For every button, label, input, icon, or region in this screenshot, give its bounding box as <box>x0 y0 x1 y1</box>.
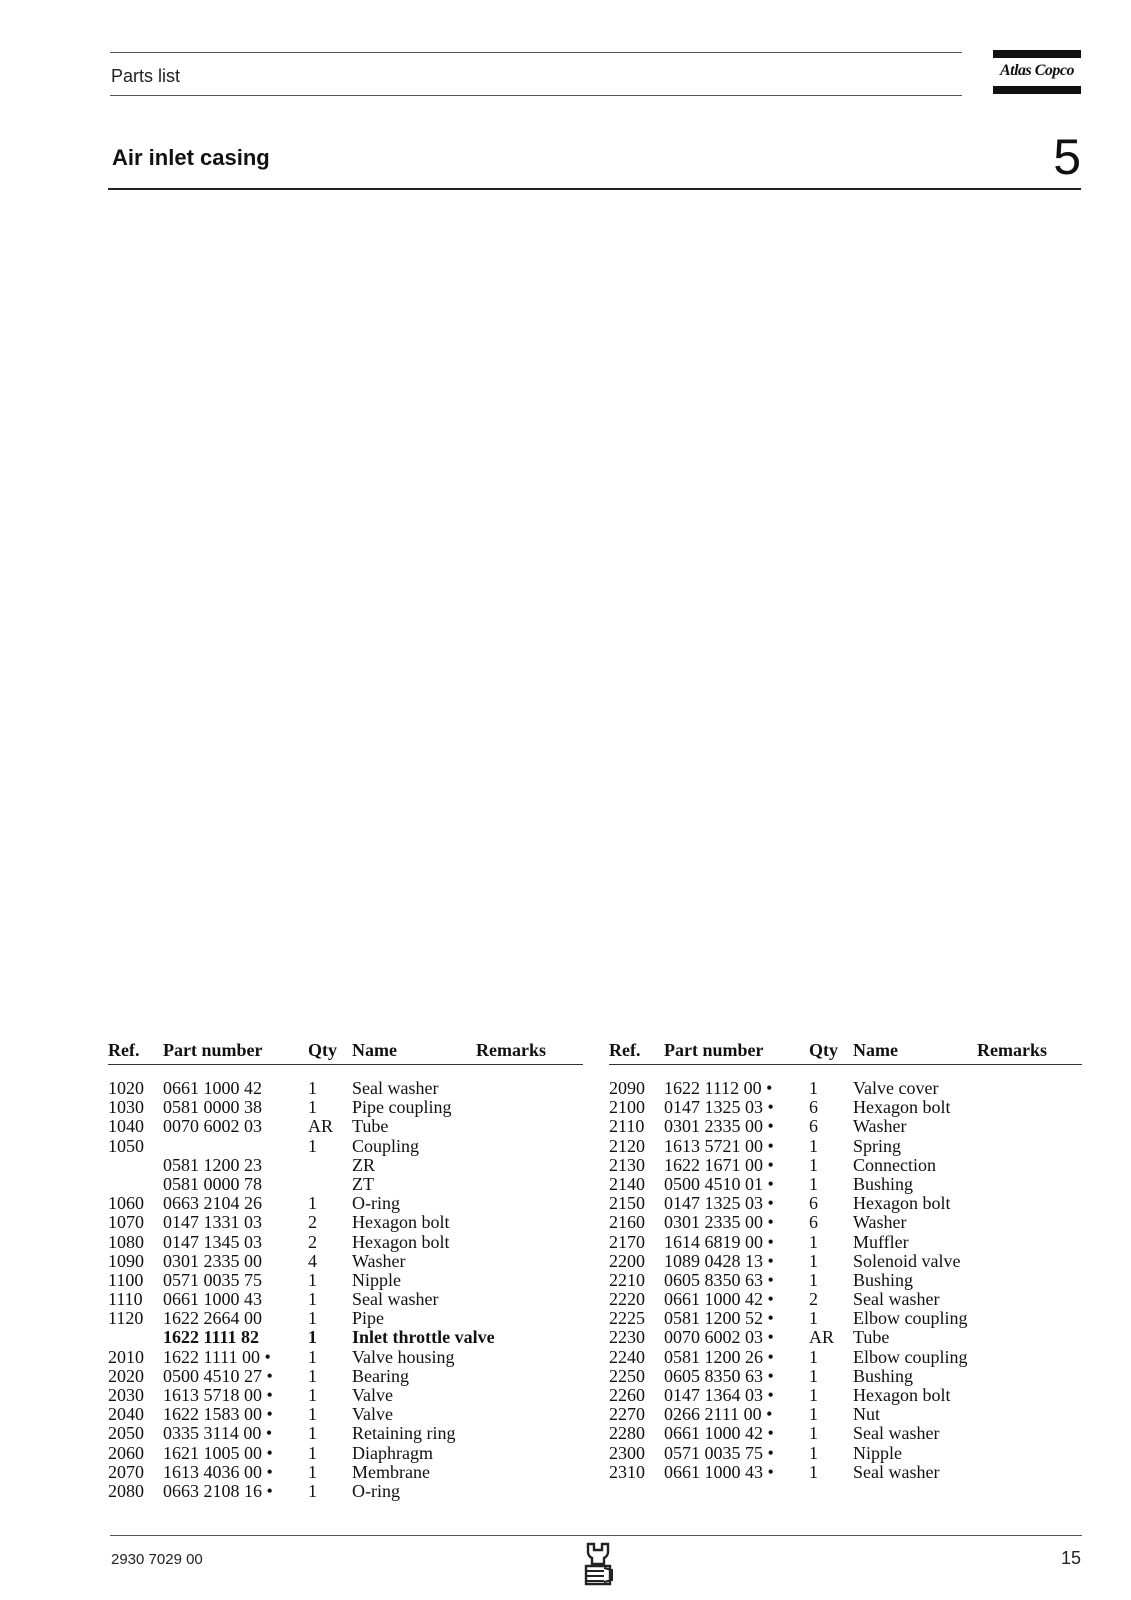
ref-cell: 2070 <box>108 1461 144 1482</box>
name-cell: Hexagon bolt <box>352 1212 450 1233</box>
header-rule-bottom <box>110 95 962 96</box>
table-header <box>108 1040 583 1065</box>
logo-bar-top <box>993 50 1081 58</box>
part-number-cell: 0335 3114 00 • <box>163 1423 273 1444</box>
name-cell: Bushing <box>853 1269 914 1290</box>
col-qty-header: Qty <box>308 1040 337 1060</box>
name-cell: Bushing <box>853 1365 914 1386</box>
table-row <box>108 1328 583 1347</box>
part-number-cell: 0605 8350 63 • <box>664 1365 774 1386</box>
qty-cell: 1 <box>809 1404 818 1425</box>
part-number-cell: 0571 0035 75 • <box>664 1442 774 1463</box>
part-number-cell: 1622 1112 00 • <box>664 1078 773 1098</box>
name-cell: Solenoid valve <box>853 1250 961 1271</box>
qty-cell: 2 <box>809 1289 818 1310</box>
col-ref-header: Ref. <box>108 1040 140 1060</box>
col-qty-header: Qty <box>809 1040 838 1060</box>
table-row <box>108 1079 583 1098</box>
name-cell: Membrane <box>352 1461 430 1482</box>
logo-text: Atlas Copco <box>999 62 1075 79</box>
ref-cell: 2300 <box>609 1442 645 1463</box>
name-cell: Tube <box>853 1327 890 1348</box>
qty-cell: 4 <box>308 1250 317 1271</box>
qty-cell: 1 <box>308 1461 317 1482</box>
qty-cell: 1 <box>308 1423 317 1444</box>
col-part-number-header: Part number <box>664 1040 764 1060</box>
part-number-cell: 0581 1200 52 • <box>664 1308 774 1329</box>
qty-cell: 1 <box>308 1289 317 1310</box>
table-row <box>108 1175 583 1194</box>
qty-cell: 1 <box>308 1327 317 1348</box>
name-cell: Valve <box>352 1404 393 1425</box>
name-cell: Coupling <box>352 1135 420 1156</box>
qty-cell: 1 <box>308 1193 317 1214</box>
qty-cell: 1 <box>809 1231 818 1252</box>
part-number-cell: 0581 1200 26 • <box>664 1346 774 1367</box>
ref-cell: 2260 <box>609 1385 645 1405</box>
part-number-cell: 0500 4510 27 • <box>163 1365 273 1386</box>
qty-cell: 1 <box>308 1442 317 1463</box>
table-row <box>609 1175 1082 1194</box>
ref-cell: 1070 <box>108 1212 144 1233</box>
part-number-cell: 1089 0428 13 • <box>664 1250 774 1271</box>
parts-table-left <box>108 1040 583 1501</box>
part-number-cell: 1622 1671 00 • <box>664 1154 774 1175</box>
part-number-cell: 1622 1111 82 <box>163 1327 260 1348</box>
logo-bar-bottom <box>993 86 1081 94</box>
name-cell: Inlet throttle valve <box>352 1327 495 1348</box>
name-cell: Valve cover <box>853 1078 939 1098</box>
name-cell: Spring <box>853 1135 902 1156</box>
qty-cell: 1 <box>308 1269 317 1290</box>
table-row <box>609 1405 1082 1424</box>
header-title: Parts list <box>111 66 181 86</box>
name-cell: Connection <box>853 1154 936 1175</box>
part-number-cell: 1614 6819 00 • <box>664 1231 774 1252</box>
part-number-cell: 0661 1000 42 • <box>664 1289 774 1310</box>
table-row <box>108 1252 583 1271</box>
name-cell: Hexagon bolt <box>853 1385 951 1405</box>
part-number-cell: 1622 1111 00 • <box>163 1346 271 1367</box>
table-header <box>609 1040 1082 1065</box>
table-row <box>108 1424 583 1443</box>
part-number-cell: 1613 5721 00 • <box>664 1135 774 1156</box>
part-number-cell: 1613 4036 00 • <box>163 1461 273 1482</box>
table-row <box>609 1386 1082 1405</box>
name-cell: Nut <box>853 1404 880 1425</box>
name-cell: Hexagon bolt <box>853 1193 951 1214</box>
name-cell: O-ring <box>352 1480 400 1501</box>
name-cell: Hexagon bolt <box>853 1097 951 1118</box>
part-number-cell: 0070 6002 03 <box>163 1116 262 1137</box>
qty-cell: 2 <box>308 1212 317 1233</box>
ref-cell: 1090 <box>108 1250 144 1271</box>
qty-cell: 1 <box>809 1365 818 1386</box>
table-row <box>609 1194 1082 1213</box>
name-cell: Washer <box>352 1250 406 1271</box>
col-remarks-header: Remarks <box>476 1040 546 1060</box>
table-row <box>108 1463 583 1482</box>
ref-cell: 2020 <box>108 1365 144 1386</box>
atlas-copco-logo <box>993 50 1081 94</box>
part-number-cell: 0147 1345 03 <box>163 1231 262 1252</box>
table-row <box>108 1482 583 1501</box>
part-number-cell: 0147 1325 03 • <box>664 1097 774 1118</box>
table-row <box>609 1098 1082 1117</box>
name-cell: ZR <box>352 1154 376 1175</box>
qty-cell: 1 <box>308 1365 317 1386</box>
ref-cell: 1080 <box>108 1231 144 1252</box>
qty-cell: 6 <box>809 1116 818 1137</box>
table-row <box>108 1309 583 1328</box>
name-cell: Valve <box>352 1385 393 1405</box>
qty-cell: 6 <box>809 1097 818 1118</box>
ref-cell: 1120 <box>108 1308 144 1329</box>
table-row <box>609 1444 1082 1463</box>
ref-cell: 2050 <box>108 1423 144 1444</box>
qty-cell: 1 <box>308 1308 317 1329</box>
table-row <box>609 1290 1082 1309</box>
part-number-cell: 1621 1005 00 • <box>163 1442 273 1463</box>
qty-cell: 1 <box>308 1480 317 1501</box>
name-cell: Elbow coupling <box>853 1308 968 1329</box>
ref-cell: 2130 <box>609 1154 645 1175</box>
qty-cell: 1 <box>809 1269 818 1290</box>
col-part-number-header: Part number <box>163 1040 263 1060</box>
name-cell: Seal washer <box>853 1423 940 1444</box>
ref-cell: 1050 <box>108 1135 144 1156</box>
ref-cell: 2090 <box>609 1078 645 1098</box>
ref-cell: 2250 <box>609 1365 645 1386</box>
ref-cell: 1110 <box>108 1289 143 1310</box>
qty-cell: 1 <box>308 1404 317 1425</box>
part-number-cell: 0070 6002 03 • <box>664 1327 774 1348</box>
table-row <box>609 1367 1082 1386</box>
col-name-header: Name <box>853 1040 898 1060</box>
ref-cell: 2060 <box>108 1442 144 1463</box>
col-remarks-header: Remarks <box>977 1040 1047 1060</box>
table-body <box>609 1079 1082 1482</box>
section-number: 5 <box>1053 129 1081 185</box>
wrench-hand-icon <box>580 1540 616 1588</box>
ref-cell: 2225 <box>609 1308 645 1329</box>
part-number-cell: 0500 4510 01 • <box>664 1173 774 1194</box>
table-row <box>108 1233 583 1252</box>
qty-cell: 6 <box>809 1212 818 1233</box>
qty-cell: AR <box>809 1327 835 1348</box>
col-name-header: Name <box>352 1040 397 1060</box>
ref-cell: 2140 <box>609 1173 645 1194</box>
name-cell: Bushing <box>853 1173 914 1194</box>
ref-cell: 2240 <box>609 1346 645 1367</box>
ref-cell: 2110 <box>609 1116 645 1137</box>
part-number-cell: 0605 8350 63 • <box>664 1269 774 1290</box>
table-row <box>108 1348 583 1367</box>
qty-cell: 1 <box>308 1385 317 1405</box>
ref-cell: 2200 <box>609 1250 645 1271</box>
ref-cell: 2270 <box>609 1404 645 1425</box>
qty-cell: 1 <box>809 1308 818 1329</box>
part-number-cell: 0147 1364 03 • <box>664 1385 774 1405</box>
ref-cell: 2010 <box>108 1346 144 1367</box>
part-number-cell: 0147 1331 03 <box>163 1212 262 1233</box>
table-row <box>108 1117 583 1136</box>
ref-cell: 2030 <box>108 1385 144 1405</box>
ref-cell: 1100 <box>108 1269 144 1290</box>
table-row <box>108 1137 583 1156</box>
table-row <box>609 1328 1082 1347</box>
table-row <box>609 1233 1082 1252</box>
part-number-cell: 0571 0035 75 <box>163 1269 262 1290</box>
ref-cell: 1030 <box>108 1097 144 1118</box>
table-row <box>609 1424 1082 1443</box>
qty-cell: 1 <box>809 1442 818 1463</box>
table-row <box>108 1290 583 1309</box>
qty-cell: 1 <box>308 1346 317 1367</box>
part-number-cell: 0661 1000 42 <box>163 1078 262 1098</box>
part-number-cell: 0581 0000 78 <box>163 1173 262 1194</box>
table-row <box>609 1252 1082 1271</box>
name-cell: Muffler <box>853 1231 909 1252</box>
page-number: 15 <box>1060 1548 1081 1568</box>
part-number-cell: 0661 1000 42 • <box>664 1423 774 1444</box>
qty-cell: 1 <box>809 1250 818 1271</box>
name-cell: O-ring <box>352 1193 400 1214</box>
qty-cell: 1 <box>809 1154 818 1175</box>
qty-cell: 1 <box>308 1135 317 1156</box>
ref-cell: 2310 <box>609 1461 645 1482</box>
qty-cell: 1 <box>809 1135 818 1156</box>
table-row <box>609 1137 1082 1156</box>
name-cell: Seal washer <box>352 1289 439 1310</box>
part-number-cell: 0147 1325 03 • <box>664 1193 774 1214</box>
part-number-cell: 1613 5718 00 • <box>163 1385 273 1405</box>
ref-cell: 2040 <box>108 1404 144 1425</box>
part-number-cell: 0301 2335 00 • <box>664 1116 774 1137</box>
document-number: 2930 7029 00 <box>111 1551 203 1568</box>
qty-cell: 6 <box>809 1193 818 1214</box>
table-row <box>108 1367 583 1386</box>
name-cell: Nipple <box>853 1442 902 1463</box>
table-row <box>108 1444 583 1463</box>
ref-cell: 2210 <box>609 1269 645 1290</box>
name-cell: ZT <box>352 1173 374 1194</box>
table-row <box>609 1117 1082 1136</box>
part-number-cell: 0581 1200 23 <box>163 1154 262 1175</box>
ref-cell: 2150 <box>609 1193 645 1214</box>
ref-cell: 2280 <box>609 1423 645 1444</box>
name-cell: Diaphragm <box>352 1442 433 1463</box>
name-cell: Retaining ring <box>352 1423 456 1444</box>
qty-cell: 1 <box>809 1173 818 1194</box>
table-body <box>108 1079 583 1501</box>
qty-cell: AR <box>308 1116 334 1137</box>
part-number-cell: 0663 2104 26 <box>163 1193 262 1214</box>
part-number-cell: 0661 1000 43 • <box>664 1461 774 1482</box>
ref-cell: 2170 <box>609 1231 645 1252</box>
ref-cell: 1040 <box>108 1116 144 1137</box>
qty-cell: 2 <box>308 1231 317 1252</box>
qty-cell: 1 <box>308 1078 317 1098</box>
table-row <box>108 1098 583 1117</box>
qty-cell: 1 <box>809 1385 818 1405</box>
name-cell: Valve housing <box>352 1346 455 1367</box>
table-row <box>609 1309 1082 1328</box>
qty-cell: 1 <box>308 1097 317 1118</box>
table-row <box>108 1271 583 1290</box>
name-cell: Seal washer <box>853 1461 940 1482</box>
part-number-cell: 0266 2111 00 • <box>664 1404 773 1425</box>
table-row <box>108 1405 583 1424</box>
qty-cell: 1 <box>809 1423 818 1444</box>
table-row <box>609 1348 1082 1367</box>
header-rule-top <box>110 52 962 53</box>
table-row <box>609 1271 1082 1290</box>
part-number-cell: 0301 2335 00 <box>163 1250 262 1271</box>
name-cell: Bearing <box>352 1365 409 1386</box>
col-ref-header: Ref. <box>609 1040 641 1060</box>
part-number-cell: 0581 0000 38 <box>163 1097 262 1118</box>
name-cell: Nipple <box>352 1269 401 1290</box>
name-cell: Tube <box>352 1116 389 1137</box>
qty-cell: 1 <box>809 1461 818 1482</box>
section-title: Air inlet casing <box>112 145 270 170</box>
part-number-cell: 0661 1000 43 <box>163 1289 262 1310</box>
footer-rule <box>110 1535 1082 1536</box>
qty-cell: 1 <box>809 1078 818 1098</box>
part-number-cell: 0301 2335 00 • <box>664 1212 774 1233</box>
table-row <box>609 1079 1082 1098</box>
table-row <box>108 1194 583 1213</box>
table-row <box>609 1463 1082 1482</box>
ref-cell: 2120 <box>609 1135 645 1156</box>
name-cell: Elbow coupling <box>853 1346 968 1367</box>
ref-cell: 1020 <box>108 1078 144 1098</box>
part-number-cell: 1622 2664 00 <box>163 1308 262 1329</box>
part-number-cell: 0663 2108 16 • <box>163 1480 273 1501</box>
name-cell: Washer <box>853 1212 907 1233</box>
name-cell: Pipe <box>352 1308 385 1329</box>
table-row <box>108 1213 583 1232</box>
ref-cell: 1060 <box>108 1193 144 1214</box>
ref-cell: 2100 <box>609 1097 645 1118</box>
table-row <box>108 1156 583 1175</box>
name-cell: Pipe coupling <box>352 1097 452 1118</box>
table-row <box>609 1156 1082 1175</box>
part-number-cell: 1622 1583 00 • <box>163 1404 273 1425</box>
ref-cell: 2230 <box>609 1327 645 1348</box>
ref-cell: 2220 <box>609 1289 645 1310</box>
name-cell: Washer <box>853 1116 907 1137</box>
qty-cell: 1 <box>809 1346 818 1367</box>
table-row <box>609 1213 1082 1232</box>
parts-table-right <box>609 1040 1082 1482</box>
ref-cell: 2160 <box>609 1212 645 1233</box>
ref-cell: 2080 <box>108 1480 144 1501</box>
name-cell: Seal washer <box>853 1289 940 1310</box>
name-cell: Seal washer <box>352 1078 439 1098</box>
table-row <box>108 1386 583 1405</box>
section-rule <box>108 188 1081 190</box>
name-cell: Hexagon bolt <box>352 1231 450 1252</box>
